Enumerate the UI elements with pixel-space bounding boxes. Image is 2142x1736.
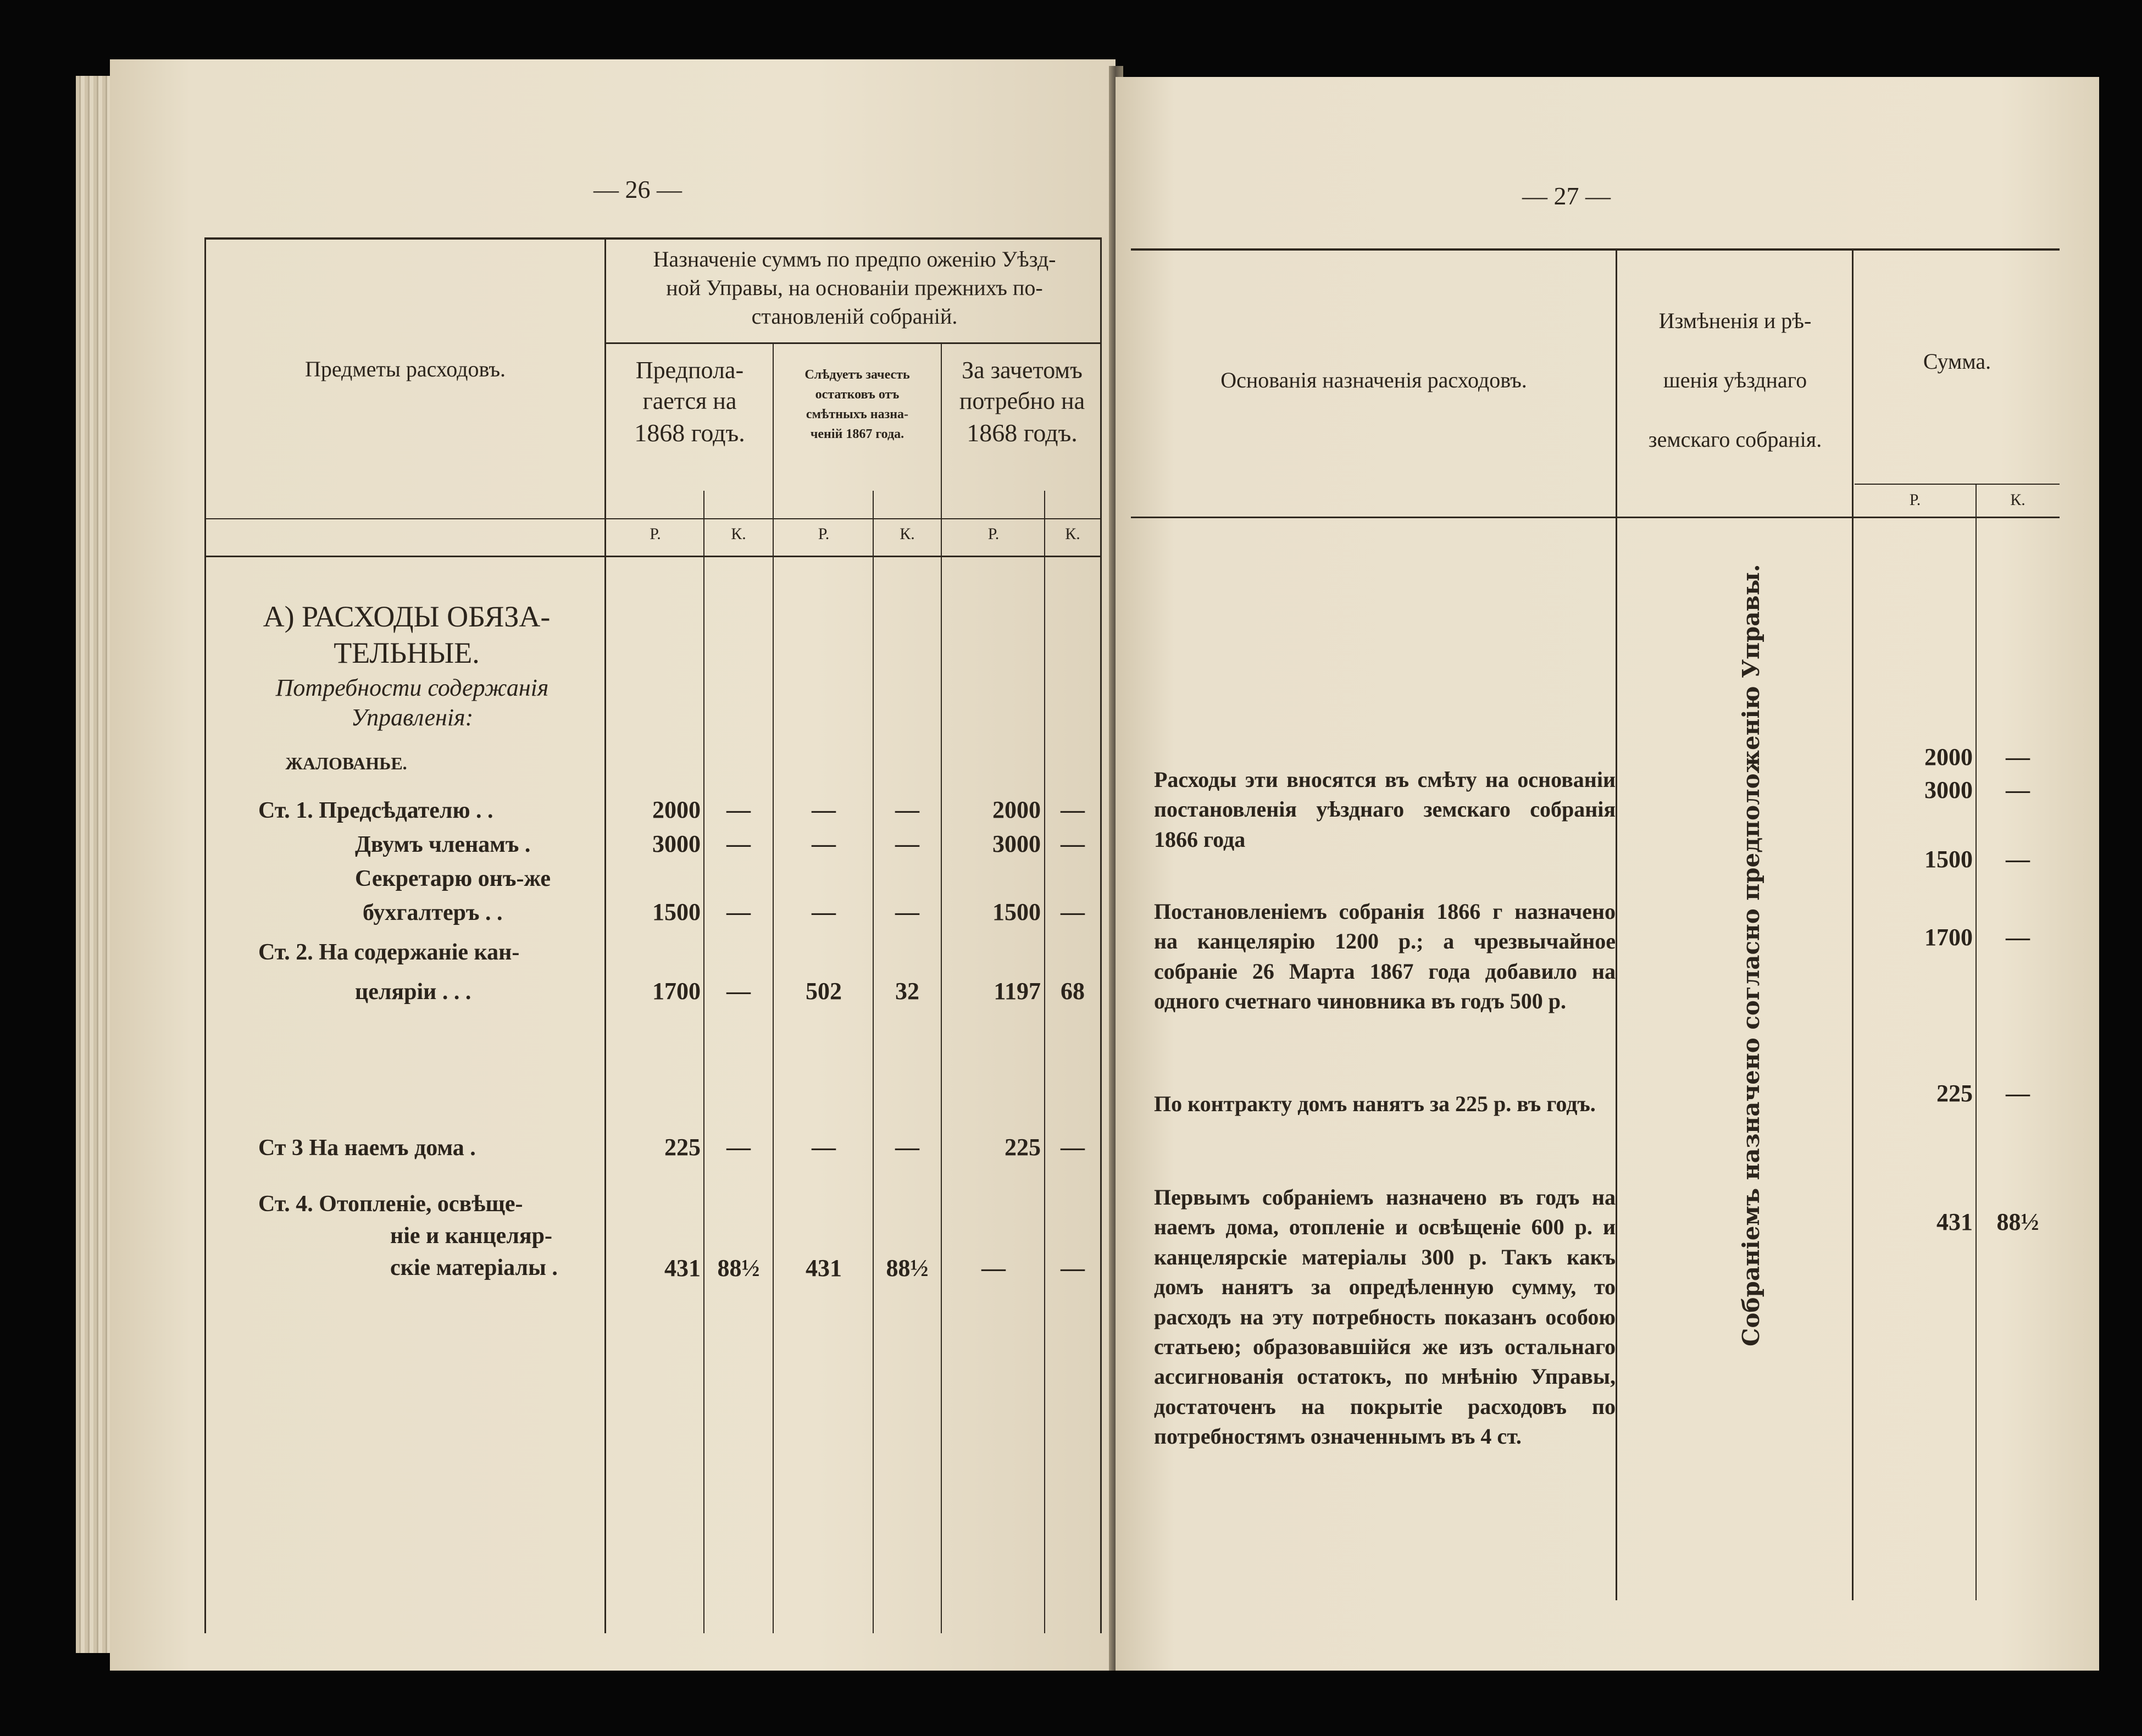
items-column-header: Предметы расходовъ.: [304, 357, 506, 381]
kop-header: К.: [731, 525, 746, 543]
sum-rub: 3000: [1924, 777, 1973, 803]
basis-paragraph: По контракту домъ нанятъ за 225 р. въ годъ.: [1154, 1091, 1596, 1116]
header-rule: [204, 518, 1101, 519]
section-title-line1: А) РАСХОДЫ ОБЯЗА-: [263, 600, 551, 633]
cell-offset-kop: —: [895, 796, 919, 823]
sum-rub: 225: [1936, 1080, 1973, 1107]
basis-paragraph: Первымъ собраніемъ назначено въ годъ на наемъ дома, отопленіе и освѣщеніе 600 р. и канцелярскіе матеріалы 300 р. Такъ какъ домъ нанятъ за опредѣленную сумму, то расходъ на эту потребность показанъ особою статьею; образовавшійся же изъ остальнаго ассигнованія остатокъ, по мнѣнію Управы, достаточенъ на покрытіе расходовъ по потребностямъ означеннымъ въ 4 ст.: [1154, 1185, 1616, 1449]
header-bottom-rule: [204, 556, 1101, 557]
rub-header: Р.: [650, 525, 661, 543]
basis-column-header: Основанія назначенія расходовъ.: [1220, 368, 1527, 392]
left-page: [110, 59, 1116, 1671]
book-page-edges: [76, 76, 114, 1653]
cell-needed-kop: —: [1061, 1134, 1085, 1161]
group-header-line1: Назначеніе суммъ по предпо оженію Уѣзд-: [653, 247, 1056, 271]
row-label: целяріи . . .: [355, 979, 471, 1005]
col-divider: [941, 342, 942, 1633]
cell-planned-rub: 1700: [652, 978, 701, 1005]
subsection-line2: Управленія:: [351, 704, 474, 731]
row-label: Секретарю онъ-же: [355, 866, 551, 891]
row-label: Ст. 1. Предсѣдателю . .: [258, 798, 493, 823]
rub-header: Р.: [1909, 491, 1921, 509]
cell-offset-kop: —: [895, 1134, 919, 1161]
cell-needed-kop: —: [1061, 796, 1085, 823]
table-top-rule: [1131, 248, 2060, 251]
subheader-needed-line3: 1868 годъ.: [967, 419, 1078, 447]
table-top-rule: [204, 237, 1101, 240]
col-divider: [604, 237, 606, 1633]
row-label: Двумъ членамъ .: [355, 832, 531, 857]
cell-needed-rub: 225: [1005, 1134, 1041, 1161]
cell-planned-rub: 1500: [652, 898, 701, 925]
sum-kop: 88½: [1996, 1208, 2039, 1235]
rk-divider: [1975, 484, 1977, 1600]
sum-rub: 2000: [1924, 744, 1973, 770]
sum-kop: —: [2006, 846, 2030, 873]
subheader-needed-line2: потребно на: [959, 387, 1085, 414]
sum-rub: 1700: [1924, 924, 1973, 951]
subsection-line1: Потребности содержанія: [275, 674, 549, 701]
changes-header-line1: Измѣненія и рѣ-: [1658, 308, 1812, 333]
cell-needed-rub: 3000: [992, 830, 1041, 857]
col-divider: [773, 342, 774, 1633]
kop-header: К.: [2010, 491, 2026, 509]
subheader-offset-line1: Слѣдуетъ зачесть: [804, 368, 910, 382]
col-divider: [1852, 248, 1854, 1600]
subheader-offset-line4: ченій 1867 года.: [810, 427, 904, 441]
subheader-planned-line3: 1868 годъ.: [634, 419, 745, 447]
sum-column-header: Сумма.: [1923, 349, 1991, 374]
row-label: Ст. 2. На содержаніе кан-: [258, 940, 520, 965]
cell-needed-rub: 2000: [992, 796, 1041, 823]
cell-planned-kop: —: [726, 898, 751, 925]
cell-needed-kop: —: [1061, 830, 1085, 857]
cell-planned-kop: 88½: [717, 1255, 760, 1282]
cell-planned-rub: 431: [664, 1255, 701, 1282]
cell-offset-rub: —: [812, 898, 836, 925]
kop-header: К.: [1065, 525, 1080, 543]
cell-needed-rub: —: [981, 1255, 1006, 1282]
sum-rub: 431: [1936, 1208, 1973, 1235]
row-label: скіе матеріалы .: [390, 1255, 558, 1280]
cell-planned-rub: 225: [664, 1134, 701, 1161]
kop-header: К.: [900, 525, 915, 543]
cell-offset-rub: 431: [806, 1255, 842, 1282]
row-label: бухгалтеръ . .: [363, 900, 503, 925]
salary-label: ЖАЛОВАНЬЕ.: [285, 753, 407, 773]
basis-paragraph: Постановленіемъ собранія 1866 г назначено на канцелярію 1200 р.; а чрезвычайное собраніе 26 Марта 1867 года добавило на одного счетнаго чиновника въ годъ 500 р.: [1154, 899, 1616, 1014]
page-number-left: — 26 —: [593, 175, 682, 203]
subheader-planned-line1: Предпола-: [635, 357, 744, 384]
rk-divider: [1044, 491, 1045, 1633]
changes-header-line3: земскаго собранія.: [1648, 427, 1822, 452]
cell-offset-rub: 502: [806, 978, 842, 1005]
rub-header: Р.: [818, 525, 830, 543]
subheader-planned-line2: гается на: [642, 387, 737, 414]
cell-needed-kop: —: [1061, 1255, 1085, 1282]
cell-offset-rub: —: [812, 830, 836, 857]
cell-offset-rub: —: [812, 1134, 836, 1161]
group-header-rule: [604, 342, 1101, 344]
group-header-line2: ной Управы, на основаніи прежнихъ по-: [666, 275, 1043, 300]
cell-needed-rub: 1197: [994, 978, 1041, 1005]
group-header-line3: становленій собраній.: [751, 304, 958, 329]
rk-divider: [873, 491, 874, 1633]
cell-needed-rub: 1500: [992, 898, 1041, 925]
cell-offset-rub: —: [812, 796, 836, 823]
sum-kop: —: [2006, 777, 2030, 803]
changes-header-line2: шенія уѣзднаго: [1663, 368, 1807, 392]
sum-kop: —: [2006, 744, 2030, 770]
cell-offset-kop: 88½: [886, 1255, 929, 1282]
cell-planned-kop: —: [726, 1134, 751, 1161]
subheader-needed-line1: За зачетомъ: [962, 357, 1083, 384]
sum-header-rule: [1855, 484, 2060, 485]
cell-offset-kop: 32: [895, 978, 919, 1005]
cell-needed-kop: 68: [1061, 978, 1085, 1005]
row-label: Ст 3 На наемъ дома .: [258, 1135, 476, 1161]
sum-kop: —: [2006, 924, 2030, 951]
cell-offset-kop: —: [895, 898, 919, 925]
section-title-line2: ТЕЛЬНЫЕ.: [334, 636, 480, 669]
cell-planned-kop: —: [726, 830, 751, 857]
sum-rub: 1500: [1924, 846, 1973, 873]
rk-divider: [703, 491, 704, 1633]
cell-offset-kop: —: [895, 830, 919, 857]
cell-planned-rub: 2000: [652, 796, 701, 823]
cell-planned-rub: 3000: [652, 830, 701, 857]
subheader-offset-line3: смѣтныхъ назна-: [806, 407, 909, 421]
table-left-rule: [204, 237, 206, 1633]
row-label: ніе и канцеляр-: [390, 1223, 552, 1249]
row-label: Ст. 4. Отопленіе, освѣще-: [258, 1191, 523, 1217]
basis-paragraph: Расходы эти вносятся въ смѣту на основаніи постановленія уѣзднаго земскаго собранія 1866 года: [1154, 767, 1616, 852]
right-page: [1116, 77, 2099, 1671]
rub-header: Р.: [987, 525, 1000, 543]
cell-planned-kop: —: [726, 978, 751, 1005]
cell-planned-kop: —: [726, 796, 751, 823]
page-number-right: — 27 —: [1522, 182, 1611, 210]
subheader-offset-line2: остатковъ отъ: [815, 387, 900, 402]
cell-needed-kop: —: [1061, 898, 1085, 925]
col-divider: [1616, 248, 1617, 1600]
header-bottom-rule: [1131, 517, 2060, 518]
vertical-assembly-note: Собраніемъ назначено согласно предположенію Управы.: [1738, 564, 1764, 1346]
sum-kop: —: [2006, 1080, 2030, 1107]
